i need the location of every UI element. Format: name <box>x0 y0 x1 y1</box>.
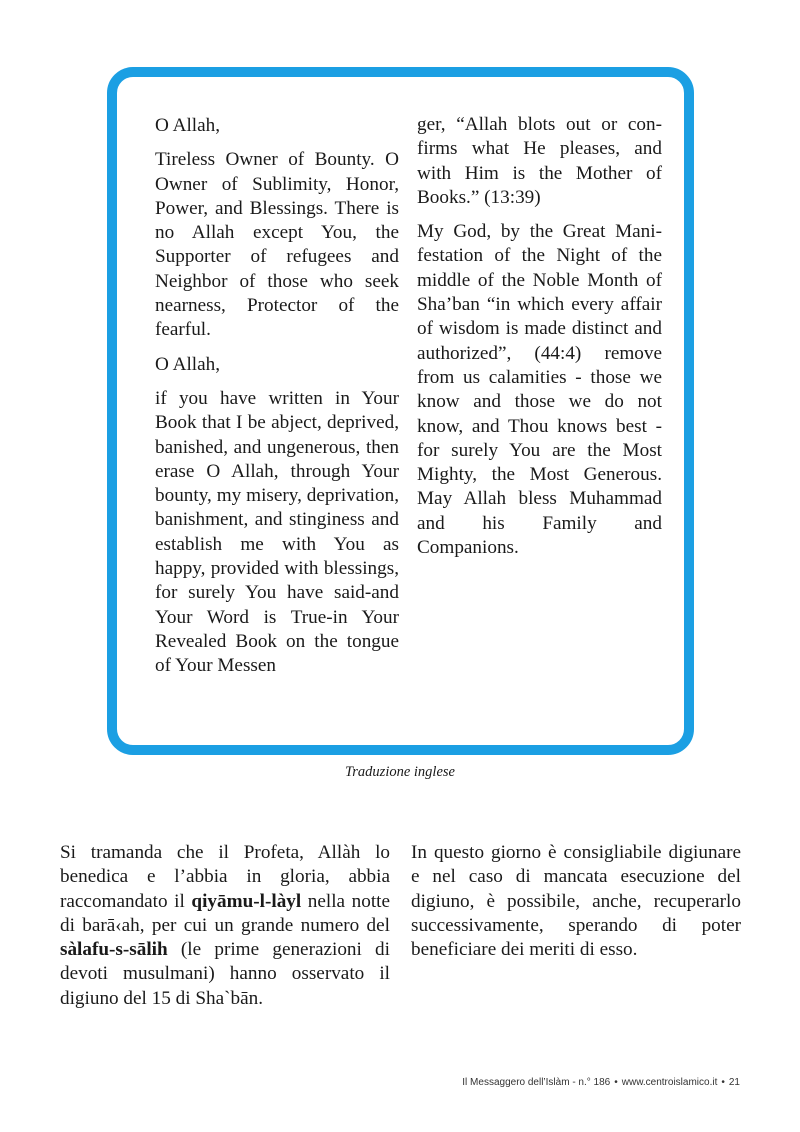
box-paragraph: if you have written in Your Book that I be abject, deprived, banished, and ungenerous, then erase O Allah, through Your bounty, my misery, deprivation, banishment, and stinginess and establish me with You as happy, provided with blessings, for surely You have said-and Your Word is True-in Your Revealed Book on the tongue of Your Messen <box>155 387 399 677</box>
bold-term: sàlafu-s-sālih <box>60 939 168 961</box>
bold-term: qiyāmu-l-làyl <box>191 890 302 912</box>
box-paragraph: O Allah, <box>155 353 221 375</box>
footer-magazine: Il Messaggero dell’Islàm - n.° 186 <box>462 1077 611 1088</box>
article-left-column <box>60 841 390 1011</box>
page-footer <box>462 1077 740 1088</box>
text-run: (le prime generazioni di devoti musulmani) hanno osservato il digiuno del 15 di Sha`bān. <box>60 939 390 1009</box>
box-paragraph: Tireless Owner of Bounty. O Owner of Sublimity, Honor, Power, and Blessings. There is no Allah except You, the Supporter of refugees and Neighbor of those who seek nearness, Protector of the fearful. <box>155 149 399 341</box>
box-paragraph: My God, by the Great Manifestation of the Night of the middle of the Noble Month of Sha’ban “in which every affair of wisdom is made distinct and authorized”, (44:4) remove from us calamities - those we know and those we do not know, and Thou knows best - for surely You are the Most Mighty, the Most Generous. May Allah bless Muhammad and his Family and Companions. <box>417 221 662 559</box>
text-run: Si tramanda che il Profeta, Allàh lo benedica e l’abbia in gloria, abbia raccomandato il <box>60 842 390 912</box>
box-paragraph: O Allah, <box>155 115 221 136</box>
text-run: nella notte di barā‹ah, per cui un grande numero del <box>60 890 391 936</box>
box-left-column <box>155 114 399 689</box>
box-right-column <box>417 113 662 570</box>
article-paragraph: In questo giorno è consigliabile digiunare e nel caso di mancata esecuzione del digiuno, è possibile, anche, recuperarlo successivamente, sperando di poter beneficiare dei meriti di esso. <box>411 842 741 961</box>
english-translation-box <box>107 67 694 755</box>
article-paragraph <box>60 841 390 1011</box>
page-number: 21 <box>728 1077 740 1088</box>
box-paragraph: ger, “Allah blots out or confirms what He pleases, and with Him is the Mother of Books.” (13:39) <box>417 114 662 208</box>
footer-separator: • <box>614 1077 618 1088</box>
article-right-column <box>411 841 741 962</box>
footer-separator: • <box>721 1077 725 1088</box>
footer-website: www.centroislamico.it <box>621 1077 718 1088</box>
box-caption: Traduzione inglese <box>345 764 455 780</box>
